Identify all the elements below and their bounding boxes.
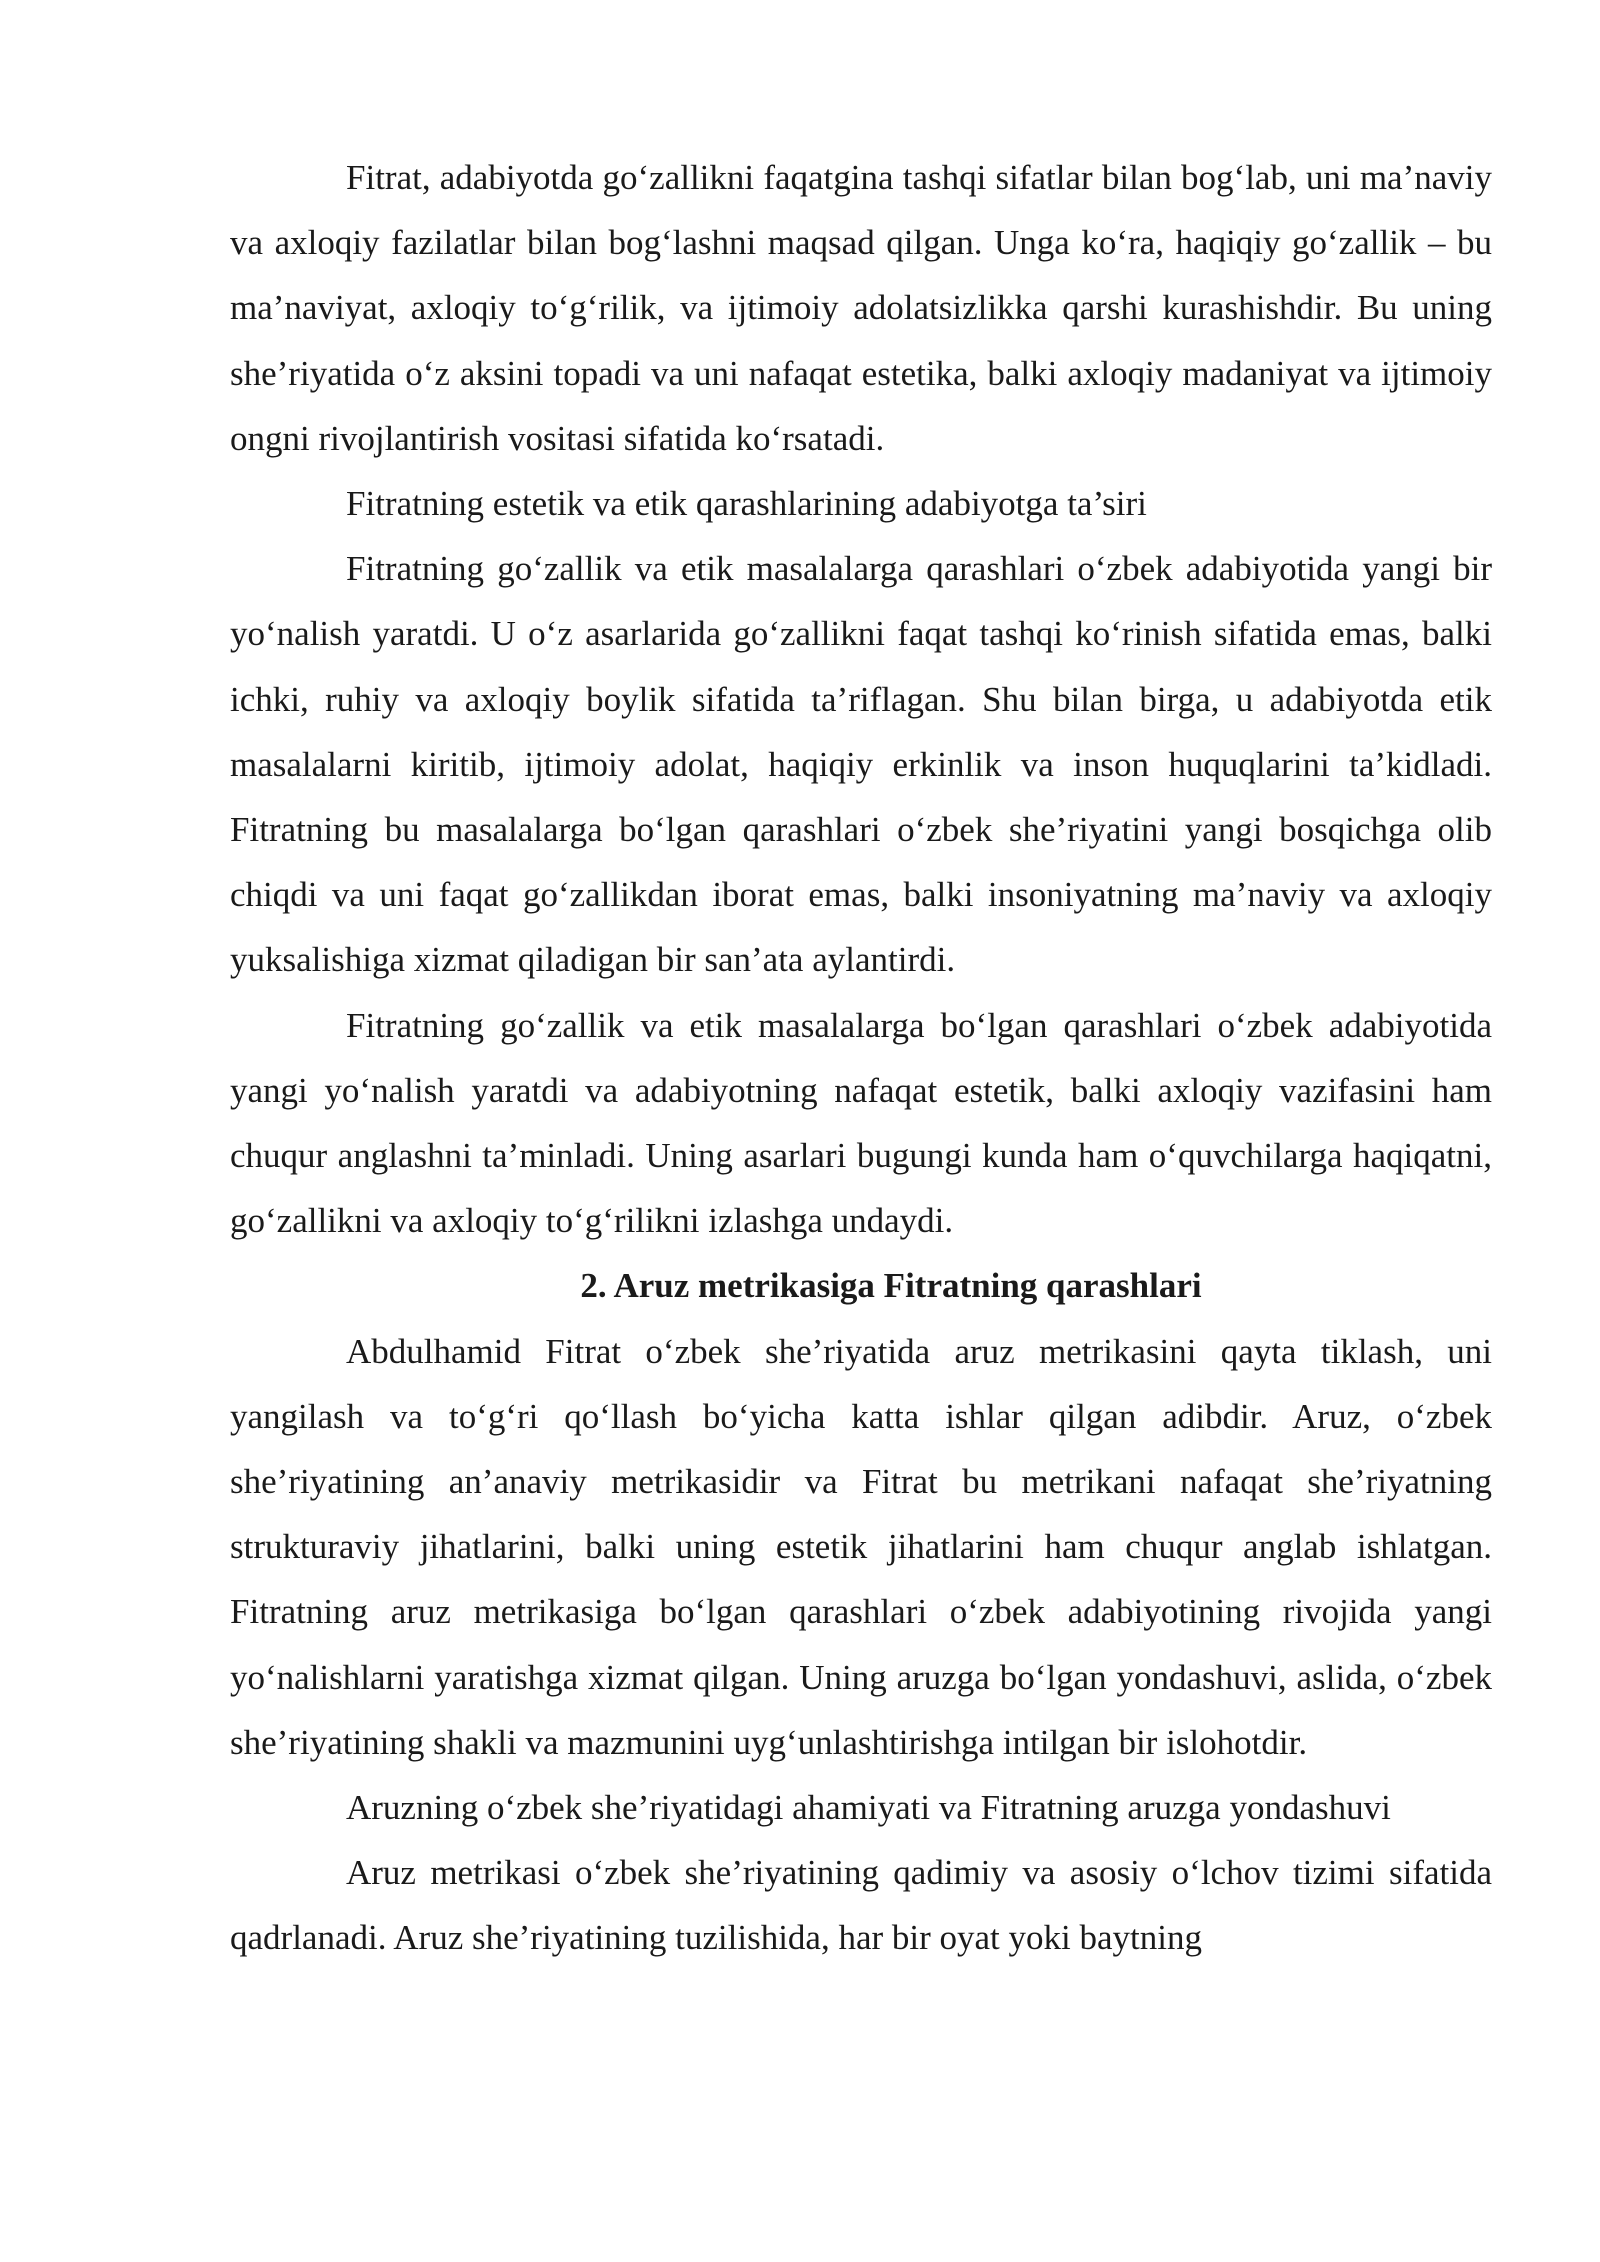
section-heading-aruz: 2. Aruz metrikasiga Fitratning qarashlari [580,1266,1202,1306]
paragraph-aruz-revival: Abdulhamid Fitrat o‘zbek she’riyatida aruz metrikasini qayta tiklash, uni yangilash va to‘g‘ri qo‘llash bo‘yicha katta ishlar qilgan adibdir. Aruz, o‘zbek she’riyatining an’anaviy metrikasidir va Fitrat bu metrikani nafaqat she’riyatning strukturaviy jihatlarini, balki uning estetik jihatlarini ham chuqur anglab ishlatgan. Fitratning aruz metrikasiga bo‘lgan qarashlari o‘zbek adabiyotining rivojida yangi yo‘nalishlarni yaratishga xizmat qilgan. Uning aruzga bo‘lgan yondashuvi, aslida, o‘zbek she’riyatining shakli va mazmunini uyg‘unlashtirishga intilgan bir islohotdir. [230,1331,1492,1762]
subheading-aesthetic-influence: Fitratning estetik va etik qarashlarining adabiyotga ta’siri [346,484,1147,524]
paragraph-new-direction: Fitratning go‘zallik va etik masalalarga qarashlari o‘zbek adabiyotida yangi bir yo‘nalish yaratdi. U o‘z asarlarida go‘zallikni faqat tashqi ko‘rinish sifatida emas, balki ichki, ruhiy va axloqiy boylik sifatida ta’riflagan. Shu bilan birga, u adabiyotda etik masalalarni kiritib, ijtimoiy adolat, haqiqiy erkinlik va inson huquqlarini ta’kidladi. Fitratning bu masalalarga bo‘lgan qarashlari o‘zbek she’riyatini yangi bosqichga olib chiqdi va uni faqat go‘zallikdan iborat emas, balki insoniyatning ma’naviy va axloqiy yuksalishiga xizmat qiladigan bir san’ata aylantirdi. [230,549,1492,980]
subheading-aruz-importance: Aruzning o‘zbek she’riyatidagi ahamiyati va Fitratning aruzga yondashuvi [346,1788,1391,1828]
paragraph-beauty-ethics: Fitrat, adabiyotda go‘zallikni faqatgina tashqi sifatlar bilan bog‘lab, uni ma’naviy va axloqiy fazilatlar bilan bog‘lashni maqsad qilgan. Unga ko‘ra, haqiqiy go‘zallik – bu ma’naviyat, axloqiy to‘g‘rilik, va ijtimoiy adolatsizlikka qarshi kurashishdir. Bu uning she’riyatida o‘z aksini topadi va uni nafaqat estetika, balki axloqiy madaniyat va ijtimoiy ongni rivojlantirish vositasi sifatida ko‘rsatadi. [230,158,1492,458]
paragraph-aruz-metrics: Aruz metrikasi o‘zbek she’riyatining qadimiy va asosiy o‘lchov tizimi sifatida qadrlanadi. Aruz she’riyatining tuzilishida, har bir oyat yoki baytning [230,1853,1492,1958]
document-page [230,145,1492,1971]
paragraph-moral-task: Fitratning go‘zallik va etik masalalarga bo‘lgan qarashlari o‘zbek adabiyotida yangi yo‘nalish yaratdi va adabiyotning nafaqat estetik, balki axloqiy vazifasini ham chuqur anglashni ta’minladi. Uning asarlari bugungi kunda ham o‘quvchilarga haqiqatni, go‘zallikni va axloqiy to‘g‘rilikni izlashga undaydi. [230,1005,1492,1241]
